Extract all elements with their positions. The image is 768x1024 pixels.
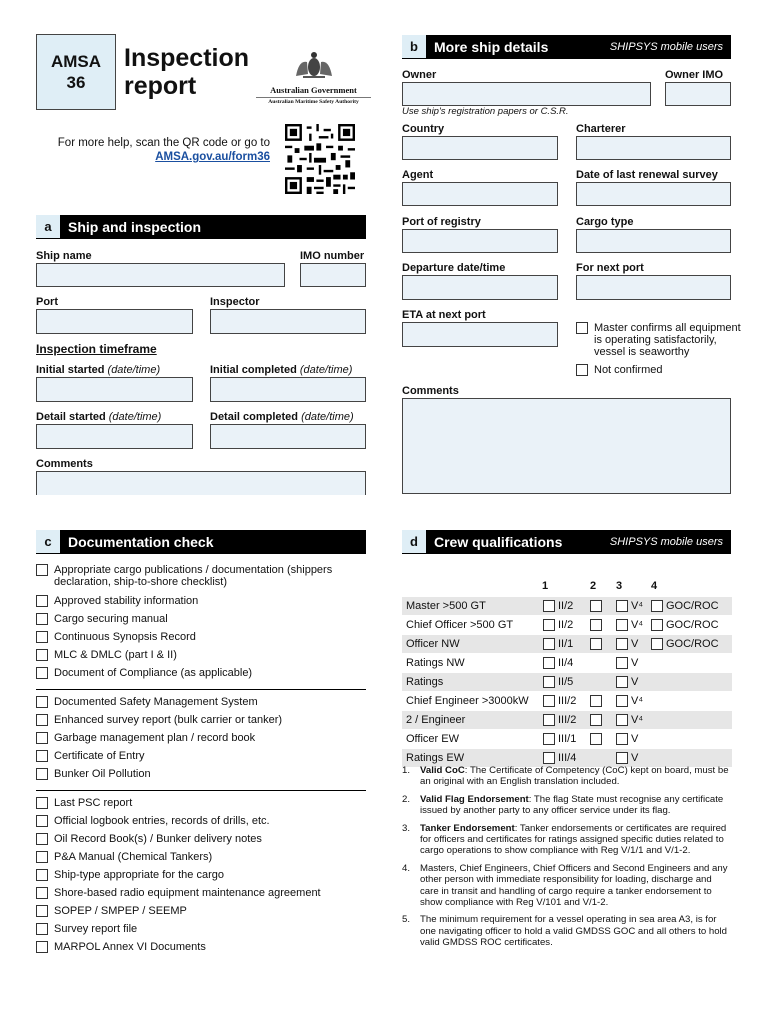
note-text	[420, 765, 732, 788]
next-port-field[interactable]	[576, 275, 731, 300]
note-term: Valid Flag Endorsement	[420, 793, 529, 805]
qualification-cell[interactable]	[651, 600, 719, 612]
qualification-cell[interactable]	[616, 600, 643, 612]
qualification-label: V	[631, 638, 639, 650]
inspector-label: Inspector	[210, 296, 260, 308]
crew-row	[402, 654, 732, 673]
column-header: 4	[651, 580, 658, 592]
note-body: : The Certificate of Competency (CoC) kept on board, must be an original with an English translation included.	[420, 765, 729, 788]
qualification-label: V⁴	[631, 600, 644, 612]
comments-a-field[interactable]	[36, 471, 366, 495]
qualification-checkbox[interactable]	[590, 714, 602, 726]
doc-label: Last PSC report	[54, 797, 133, 809]
detail-completed-label: Detail completed (date/time)	[210, 411, 354, 423]
owner-imo-field[interactable]	[665, 82, 731, 106]
qualification-label: V⁴	[631, 695, 644, 707]
agent-field[interactable]	[402, 182, 558, 206]
note-number: 1.	[402, 765, 411, 776]
last-renewal-field[interactable]	[576, 182, 731, 206]
detail-started-field[interactable]	[36, 424, 193, 449]
qualification-label: V	[631, 733, 639, 745]
qualification-checkbox[interactable]	[590, 619, 602, 631]
port-field[interactable]	[36, 309, 193, 334]
qualification-label: GOC/ROC	[666, 638, 719, 650]
doc-item[interactable]	[36, 815, 366, 833]
help-link[interactable]: AMSA.gov.au/form36	[155, 151, 270, 163]
crew-table-header	[402, 580, 732, 597]
agency-name: Australian Maritime Safety Authority	[256, 97, 371, 105]
doc-checkbox[interactable]	[36, 649, 48, 661]
help-text	[58, 136, 270, 164]
qualification-label: V⁴	[631, 619, 644, 631]
cargo-type-label: Cargo type	[576, 216, 634, 228]
qualification-label: V	[631, 752, 639, 764]
doc-item[interactable]	[36, 923, 366, 941]
crew-role: 2 / Engineer	[406, 714, 466, 726]
imo-number-field[interactable]	[300, 263, 366, 287]
section-c-header	[36, 530, 366, 554]
section-subtitle: SHIPSYS mobile users	[609, 536, 723, 548]
qualification-checkbox[interactable]	[616, 600, 628, 612]
qualification-cell[interactable]	[616, 695, 643, 707]
qualification-cell[interactable]	[616, 638, 638, 650]
doc-item[interactable]	[36, 905, 366, 923]
detail-completed-field[interactable]	[210, 424, 366, 449]
doc-label: Enhanced survey report (bulk carrier or tanker)	[54, 714, 283, 726]
doc-checkbox[interactable]	[36, 714, 48, 726]
doc-label: Certificate of Entry	[54, 750, 145, 762]
next-port-label: For next port	[576, 262, 644, 274]
qualification-checkbox[interactable]	[616, 638, 628, 650]
master-confirms-option[interactable]	[576, 322, 748, 358]
help-text-line: For more help, scan the QR code or go to	[57, 137, 270, 149]
qualification-label: III/2	[558, 714, 577, 726]
owner-imo-label: Owner IMO	[665, 69, 724, 81]
note-text	[420, 863, 732, 909]
country-label: Country	[402, 123, 445, 135]
doc-checkbox[interactable]	[36, 768, 48, 780]
qualification-checkbox[interactable]	[590, 695, 602, 707]
qualification-label: III/2	[558, 695, 577, 707]
section-d-header	[402, 530, 731, 554]
doc-label: Ship-type appropriate for the cargo	[54, 869, 224, 881]
comments-b-field[interactable]	[402, 398, 731, 494]
note-number: 2.	[402, 793, 411, 805]
doc-item[interactable]	[36, 714, 366, 732]
crew-role: Ratings NW	[406, 657, 465, 669]
qualification-cell[interactable]	[543, 752, 576, 764]
doc-label: Survey report file	[54, 923, 138, 935]
qualification-label: GOC/ROC	[666, 600, 719, 612]
initial-started-label: Initial started (date/time)	[36, 364, 161, 376]
doc-label: Bunker Oil Pollution	[54, 768, 151, 780]
doc-item[interactable]	[36, 750, 366, 768]
crew-role: Chief Officer >500 GT	[406, 619, 514, 631]
coat-of-arms-icon	[291, 50, 337, 80]
note-text	[420, 823, 732, 857]
last-renewal-label: Date of last renewal survey	[576, 169, 718, 181]
section-title: More ship details	[434, 39, 549, 55]
doc-label: MARPOL Annex VI Documents	[54, 941, 206, 953]
qualification-label: II/4	[558, 657, 574, 669]
divider	[36, 689, 366, 690]
doc-item[interactable]	[36, 833, 366, 851]
doc-item[interactable]	[36, 613, 366, 631]
qualification-checkbox[interactable]	[543, 752, 555, 764]
inspector-field[interactable]	[210, 309, 366, 334]
note-number: 3.	[402, 822, 411, 834]
note-body: : Tanker endorsements or certificates are required for officers and certificates for ratings assigned specific duties related to cargo operations to show compliance with Reg V/1/1 and V/1-2.	[420, 822, 727, 857]
crew-row	[402, 635, 732, 654]
doc-label: Shore-based radio equipment maintenance agreement	[54, 887, 321, 899]
ship-name-label: Ship name	[36, 250, 92, 262]
detail-started-label: Detail started (date/time)	[36, 411, 162, 423]
master-confirms-label: Master confirms all equipment is operating satisfactorily, vessel is seaworthy	[594, 322, 741, 358]
qualification-checkbox[interactable]	[543, 657, 555, 669]
qualification-label: GOC/ROC	[666, 619, 719, 631]
crew-qualifications-table	[402, 580, 732, 768]
qualification-cell[interactable]	[616, 676, 638, 688]
section-letter: b	[402, 35, 426, 59]
qualification-checkbox[interactable]	[651, 638, 663, 650]
qualification-checkbox[interactable]	[616, 676, 628, 688]
note-item	[402, 794, 732, 817]
doc-item[interactable]	[36, 631, 366, 649]
doc-item[interactable]	[36, 732, 366, 750]
charterer-label: Charterer	[576, 123, 626, 135]
doc-label: Oil Record Book(s) / Bunker delivery notes	[54, 833, 262, 845]
doc-label: MLC & DMLC (part I & II)	[54, 649, 177, 661]
cargo-type-field[interactable]	[576, 229, 731, 253]
qualification-cell[interactable]	[543, 619, 573, 631]
documentation-checklist	[36, 564, 366, 959]
doc-label: Cargo securing manual	[54, 613, 168, 625]
note-text	[420, 794, 732, 817]
form-id-box	[36, 34, 116, 110]
doc-item[interactable]	[36, 887, 366, 905]
crew-role: Ratings EW	[406, 752, 465, 764]
qualification-label: II/5	[558, 676, 574, 688]
doc-label: P&A Manual (Chemical Tankers)	[54, 851, 213, 863]
qualification-cell[interactable]	[590, 600, 602, 612]
section-b-header	[402, 35, 731, 59]
crew-role: Master >500 GT	[406, 600, 486, 612]
doc-item[interactable]	[36, 696, 366, 714]
doc-checkbox[interactable]	[36, 750, 48, 762]
section-subtitle: SHIPSYS mobile users	[609, 41, 723, 53]
form-code: AMSA	[50, 52, 102, 71]
qualification-checkbox[interactable]	[590, 638, 602, 650]
qualification-cell[interactable]	[616, 619, 643, 631]
doc-item[interactable]	[36, 851, 366, 869]
qualification-checkbox[interactable]	[543, 714, 555, 726]
note-number: 4.	[402, 862, 411, 874]
crew-row	[402, 692, 732, 711]
crew-row	[402, 730, 732, 749]
qualification-checkbox[interactable]	[543, 600, 555, 612]
doc-checkbox[interactable]	[36, 923, 48, 935]
comments-b-label: Comments	[402, 385, 459, 397]
qualification-cell[interactable]	[616, 752, 638, 764]
qualification-checkbox[interactable]	[616, 619, 628, 631]
qualification-cell[interactable]	[651, 619, 719, 631]
gov-name: Australian Government	[270, 85, 357, 95]
column-header: 3	[616, 580, 623, 592]
owner-note: Use ship's registration papers or C.S.R.	[402, 106, 569, 117]
port-label: Port	[36, 296, 58, 308]
qualification-checkbox[interactable]	[616, 752, 628, 764]
doc-checkbox[interactable]	[36, 732, 48, 744]
comments-a-label: Comments	[36, 458, 93, 470]
departure-label: Departure date/time	[402, 262, 506, 274]
doc-item[interactable]	[36, 941, 366, 959]
qualification-cell[interactable]	[616, 714, 643, 726]
doc-checkbox[interactable]	[36, 595, 48, 607]
doc-item[interactable]	[36, 649, 366, 667]
qualification-checkbox[interactable]	[616, 733, 628, 745]
qualification-label: III/4	[558, 752, 577, 764]
doc-checkbox[interactable]	[36, 869, 48, 881]
ship-name-field[interactable]	[36, 263, 285, 287]
qualification-cell[interactable]	[590, 733, 602, 745]
eta-label: ETA at next port	[402, 309, 486, 321]
agent-label: Agent	[402, 169, 434, 181]
section-letter: d	[402, 530, 426, 554]
doc-item[interactable]	[36, 595, 366, 613]
qualification-cell[interactable]	[543, 600, 573, 612]
title-line-2: report	[124, 72, 197, 100]
qualification-checkbox[interactable]	[616, 714, 628, 726]
crew-role: Officer NW	[406, 638, 460, 650]
note-term: Tanker Endorsement	[420, 822, 515, 834]
section-a-header	[36, 215, 366, 239]
owner-field[interactable]	[402, 82, 651, 106]
qualification-checkbox[interactable]	[590, 733, 602, 745]
doc-item[interactable]	[36, 667, 366, 685]
qualification-checkbox[interactable]	[543, 733, 555, 745]
qualification-cell[interactable]	[590, 714, 602, 726]
doc-label: Appropriate cargo publications / documentation (shippers declaration, ship-to-shore checklist)	[54, 564, 333, 588]
doc-item[interactable]	[36, 869, 366, 887]
qualification-checkbox[interactable]	[616, 657, 628, 669]
note-term: Valid CoC	[420, 765, 465, 776]
doc-checkbox[interactable]	[36, 851, 48, 863]
doc-label: Official logbook entries, records of drills, etc.	[54, 815, 270, 827]
crew-row	[402, 597, 732, 616]
qualification-label: II/1	[558, 638, 574, 650]
qualification-checkbox[interactable]	[543, 695, 555, 707]
note-item	[402, 863, 732, 909]
qualification-cell[interactable]	[543, 733, 576, 745]
qualification-label: III/1	[558, 733, 577, 745]
qualification-label: V⁴	[631, 714, 644, 726]
eta-field[interactable]	[402, 322, 558, 347]
qualification-label: V	[631, 676, 639, 688]
note-item	[402, 914, 732, 948]
doc-checkbox[interactable]	[36, 564, 48, 576]
port-registry-label: Port of registry	[402, 216, 481, 228]
country-field[interactable]	[402, 136, 558, 160]
doc-checkbox[interactable]	[36, 887, 48, 899]
note-number: 5.	[402, 914, 411, 926]
owner-label: Owner	[402, 69, 437, 81]
doc-checkbox[interactable]	[36, 667, 48, 679]
qualification-label: V	[631, 657, 639, 669]
crew-notes	[402, 765, 732, 955]
doc-label: Approved stability information	[54, 595, 199, 607]
crew-role: Chief Engineer >3000kW	[406, 695, 529, 707]
column-header: 2	[590, 580, 597, 592]
note-body: The minimum requirement for a vessel operating in sea area A3, is for one navigating officer to hold a valid GMDSS GOC and all others to hold valid GMDSS ROC certificates.	[420, 914, 727, 949]
departure-field[interactable]	[402, 275, 558, 300]
doc-label: SOPEP / SMPEP / SEEMP	[54, 905, 187, 917]
note-body: : The flag State must recognise any certificate issued by another party to any officer service under its flag.	[420, 793, 724, 817]
page-title	[124, 44, 249, 100]
qualification-checkbox[interactable]	[616, 695, 628, 707]
qr-code-icon[interactable]	[284, 124, 356, 194]
charterer-field[interactable]	[576, 136, 731, 160]
qualification-label: II/2	[558, 619, 574, 631]
qualification-checkbox[interactable]	[651, 600, 663, 612]
imo-number-label: IMO number	[300, 250, 365, 262]
qualification-cell[interactable]	[543, 676, 573, 688]
qualification-checkbox[interactable]	[543, 619, 555, 631]
doc-item[interactable]	[36, 564, 366, 595]
qualification-checkbox[interactable]	[543, 676, 555, 688]
doc-checkbox[interactable]	[36, 613, 48, 625]
not-confirmed-label: Not confirmed	[594, 364, 663, 376]
doc-label: Garbage management plan / record book	[54, 732, 256, 744]
doc-checkbox[interactable]	[36, 696, 48, 708]
column-header: 1	[542, 580, 549, 592]
qualification-cell[interactable]	[543, 657, 573, 669]
doc-label: Documented Safety Management System	[54, 696, 258, 708]
doc-checkbox[interactable]	[36, 941, 48, 953]
doc-label: Document of Compliance (as applicable)	[54, 667, 253, 679]
port-registry-field[interactable]	[402, 229, 558, 253]
doc-item[interactable]	[36, 797, 366, 815]
note-item	[402, 823, 732, 857]
section-title: Documentation check	[68, 534, 214, 550]
doc-checkbox[interactable]	[36, 905, 48, 917]
qualification-checkbox[interactable]	[651, 619, 663, 631]
doc-checkbox[interactable]	[36, 815, 48, 827]
crew-role: Ratings	[406, 676, 444, 688]
qualification-cell[interactable]	[616, 733, 638, 745]
title-line-1: Inspection	[124, 44, 250, 72]
qualification-checkbox[interactable]	[590, 600, 602, 612]
doc-checkbox[interactable]	[36, 631, 48, 643]
government-logo	[256, 50, 371, 106]
qualification-cell[interactable]	[543, 695, 576, 707]
not-confirmed-option[interactable]	[576, 364, 662, 376]
divider	[36, 790, 366, 791]
qualification-checkbox[interactable]	[543, 638, 555, 650]
section-title: Crew qualifications	[434, 534, 563, 550]
doc-label: Continuous Synopsis Record	[54, 631, 196, 643]
crew-row	[402, 673, 732, 692]
qualification-cell[interactable]	[590, 695, 602, 707]
initial-started-field[interactable]	[36, 377, 193, 402]
qualification-cell[interactable]	[590, 638, 602, 650]
qualification-cell[interactable]	[543, 714, 576, 726]
doc-checkbox[interactable]	[36, 833, 48, 845]
qualification-cell[interactable]	[616, 657, 638, 669]
qualification-label: II/2	[558, 600, 574, 612]
master-confirms-checkbox[interactable]	[576, 322, 588, 334]
note-body: Masters, Chief Engineers, Chief Officers and Second Engineers and any other person with immediate responsibility for loading, discharge and care in transit and handling of cargo require a tanker endorsement to show compliance with Reg V/101 and V/1-2.	[420, 862, 728, 909]
not-confirmed-checkbox[interactable]	[576, 364, 588, 376]
qualification-cell[interactable]	[651, 638, 719, 650]
doc-checkbox[interactable]	[36, 797, 48, 809]
crew-role: Officer EW	[406, 733, 459, 745]
note-item	[402, 765, 732, 788]
qualification-cell[interactable]	[543, 638, 573, 650]
section-letter: a	[36, 215, 60, 239]
crew-row	[402, 711, 732, 730]
initial-completed-field[interactable]	[210, 377, 366, 402]
inspection-timeframe-heading: Inspection timeframe	[36, 342, 157, 356]
qualification-cell[interactable]	[590, 619, 602, 631]
form-number: 36	[66, 73, 86, 92]
doc-item[interactable]	[36, 768, 366, 786]
note-text	[420, 914, 732, 948]
initial-completed-label: Initial completed (date/time)	[210, 364, 353, 376]
section-title: Ship and inspection	[68, 219, 202, 235]
crew-row	[402, 616, 732, 635]
section-letter: c	[36, 530, 60, 554]
